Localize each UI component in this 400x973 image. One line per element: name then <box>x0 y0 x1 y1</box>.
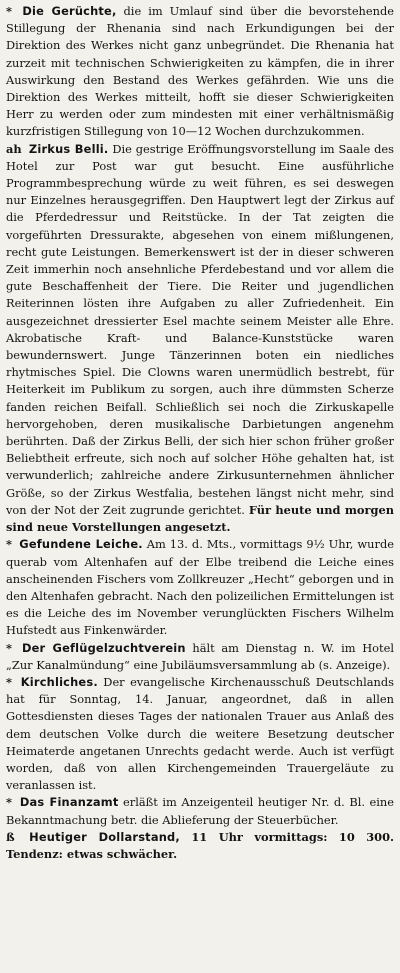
article-heading: Heutiger Dollarstand, <box>29 829 180 844</box>
article-heading: Die Gerüchte, <box>22 4 117 18</box>
article-body: Die gestrige Eröffnungsvorstellung im Saale des Hotel zur Post war gut besucht. Eine ausführliche Programmbesprechung würde zu weit führen, es sei deswegen nur Einzelnes herausgegriffen. Den Hauptwert legt der Zirkus auf die Pferdedressur und Reitstücke. In der Tat zeigten die vorgeführten Dressurakte, abgesehen von einem mißlungenen, recht gute Leistungen. Bemerkenswert ist der in dieser schweren Zeit immerhin noch ansehnliche Pferdebestand und vor allem die gute Beschaffenheit der Tiere. Die Reiter und jugendlichen Reiterinnen lösten ihre Aufgaben zu aller Zufriedenheit. Ein ausgezeichnet dressierter Esel machte seinem Meister alle Ehre. Akrobatische Kraft- und Balance-Kunststücke waren bewundernswert. Junge Tänzerinnen boten ein niedliches rhytmisches Spiel. Die Clowns waren unermüdlich bestrebt, für Heiterkeit im Publikum zu sorgen, auch ihre dümmsten Scherze fanden reichen Beifall. Schließlich sei noch die Zirkuskapelle hervorgehoben, deren musikalische Darbietungen angenehm berührten. Daß der Zirkus Belli, der sich hier schon früher großer Beliebtheit erfreute, sich noch auf solcher Höhe gehalten hat, ist verwunderlich; zahlreiche andere Zirkusunternehmen ähnlicher Größe, so der Zirkus Westfalia, bestehen längst nicht mehr, sind von der Not der Zeit zugrunde gerichtet. <box>6 141 394 517</box>
article-body: Am 13. d. Mts., vormittags 9½ Uhr, wurde querab vom Altenhafen auf der Elbe treibend die Leiche eines anscheinenden Fischers vom Zollkreuzer „Hecht“ geborgen und in den Altenhafen gebracht. Nach den polizeilichen Ermittelungen ist es die Leiche des im November verunglückten Fischers Wilhelm Hufstedt aus Finkenwärder. <box>6 537 394 638</box>
article-kirchliches <box>6 674 394 794</box>
article-marker: ah <box>6 141 26 156</box>
article-body: erläßt im Anzeigenteil heutiger Nr. d. Bl. eine Bekanntmachung betr. die Ablieferung der Steuerbücher. <box>6 795 394 827</box>
article-gefundene-leiche <box>6 536 394 639</box>
article-body: die im Umlauf sind über die bevorstehende Stillegung der Rhenania sind nach Erkundigungen bei der Direktion des Werkes nicht ganz unbegründet. Die Rhenania hat zurzeit mit technischen Schwierigkeiten zu kämpfen, die in ihrer Auswirkung den Bestand des Werkes gefährden. Wie uns die Direktion des Werkes mitteilt, hofft sie dieser Schwierigkeiten Herr zu werden oder zum mindesten mit einer verhältnismäßig kurzfristigen Stillegung von 10—12 Wochen durchzukommen. <box>6 4 395 139</box>
article-heading: Das Finanzamt <box>19 795 119 810</box>
article-marker: * <box>6 4 20 18</box>
article-dollarstand <box>6 829 394 863</box>
article-heading: Der Geflügelzuchtverein <box>21 640 186 655</box>
article-marker: * <box>6 674 18 689</box>
article-body: hält am Dienstag n. W. im Hotel „Zur Kanalmündung“ eine Jubiläumsversammlung ab (s. Anzeige). <box>6 640 394 672</box>
article-gefluegelzuchtverein <box>6 640 394 674</box>
article-finanzamt <box>6 794 394 828</box>
article-geruechte <box>6 3 394 141</box>
article-heading: Kirchliches. <box>20 674 98 689</box>
article-heading: Zirkus Belli. <box>28 141 109 156</box>
article-closing-line: Für heute und morgen sind neue Vorstellungen angesetzt. <box>6 502 394 535</box>
article-marker: * <box>6 795 17 810</box>
article-body: Der evangelische Kirchenausschuß Deutschlands hat für Sonntag, 14. Januar, angeordnet, daß in allen Gottesdiensten dieses Tages der nationalen Trauer aus Anlaß des dem deutschen Volke durch die weitere Besetzung deutscher Heimaterde angetanen Unrechts gedacht werde. Auch ist verfügt worden, daß von allen Kirchengemeinden Trauergeläute zu veranlassen ist. <box>6 674 394 793</box>
article-heading: Gefundene Leiche. <box>19 537 143 552</box>
article-marker: * <box>6 537 17 552</box>
article-zirkus-belli <box>6 141 394 537</box>
article-marker: ß <box>6 829 27 844</box>
article-marker: * <box>6 640 19 655</box>
article-body: 11 Uhr vormittags: 10 300. Tendenz: etwas schwächer. <box>6 829 394 861</box>
